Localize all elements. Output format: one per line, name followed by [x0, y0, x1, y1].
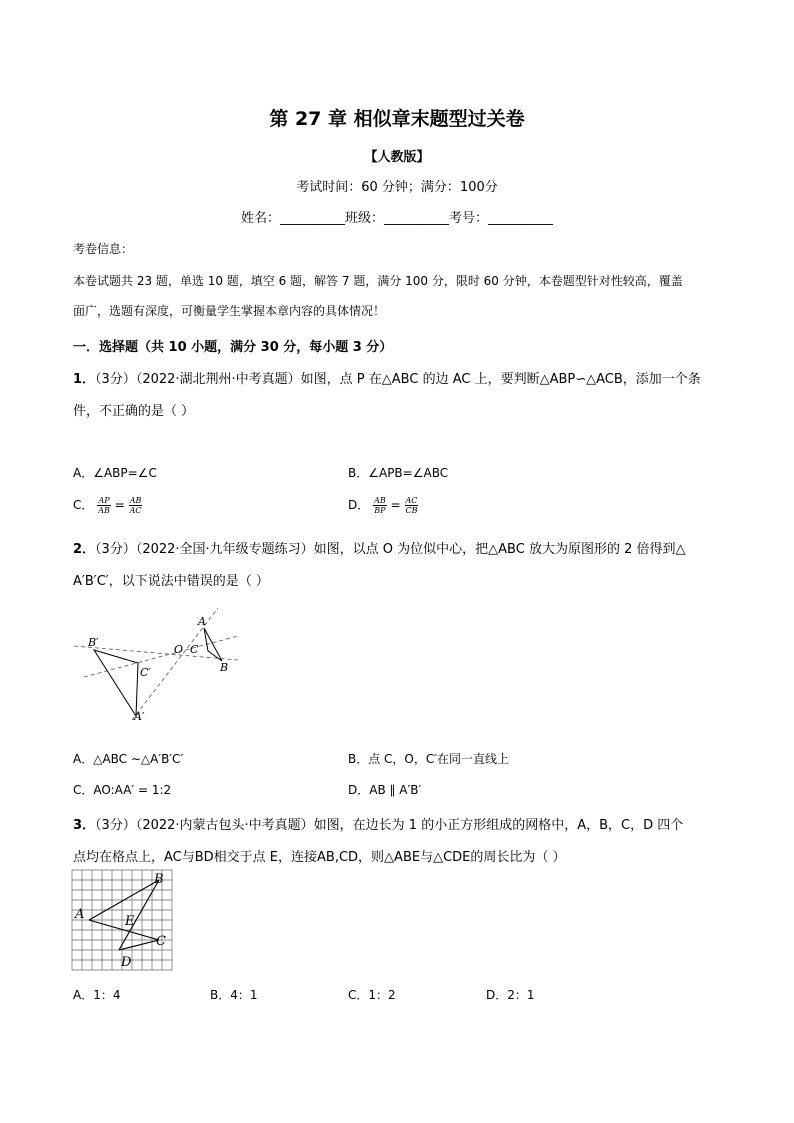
- label-e: E: [125, 914, 135, 929]
- q1-option-a[interactable]: A．∠ABP=∠C: [73, 466, 157, 480]
- label-b-prime: B′: [88, 636, 99, 649]
- q2-option-c[interactable]: C．AO:AA′ = 1:2: [73, 783, 172, 797]
- frac-numerator: AC: [405, 496, 418, 505]
- frac-numerator: AB: [129, 496, 142, 505]
- question-2-text-2: A′B′C′，以下说法中错误的是（ ）: [73, 574, 269, 589]
- label-b: B: [154, 872, 164, 887]
- question-2-number: 2．: [73, 542, 96, 557]
- question-3-source: （3分）（2022·内蒙古包头·中考真题）: [95, 818, 314, 833]
- q1-option-c[interactable]: [73, 496, 143, 515]
- q2-option-a[interactable]: A．△ABC ∼△A′B′C′: [73, 752, 184, 766]
- q2-figure: [70, 600, 250, 730]
- notice-heading: 考卷信息：: [73, 242, 134, 256]
- q1-option-c-fraction-2: [129, 496, 143, 515]
- question-2-text-1: 如图，以点 O 为位似中心，把△ABC 放大为原图形的 2 倍得到△: [313, 542, 686, 557]
- equals-sign: =: [114, 498, 125, 512]
- q3-option-c[interactable]: C．1：2: [348, 988, 396, 1002]
- question-2-source: （3分）（2022·全国·九年级专题练习）: [95, 542, 314, 557]
- q1-option-d[interactable]: [348, 496, 418, 515]
- q3-option-b[interactable]: B．4：1: [210, 988, 258, 1002]
- q1-option-d-fraction-2: [404, 496, 418, 515]
- label-c: C: [190, 643, 199, 656]
- frac-denominator: CB: [405, 506, 418, 515]
- frac-numerator: AP: [98, 496, 110, 505]
- label-b: B: [220, 661, 229, 674]
- page-title: 第 27 章 相似章末题型过关卷: [269, 108, 525, 130]
- notice-line-1: 本卷试题共 23 题，单选 10 题，填空 6 题，解答 7 题，满分 100 分，限时 60 分钟，本卷题型针对性较高，覆盖: [73, 274, 683, 288]
- question-1-source: （3分）（2022·湖北荆州·中考真题）: [95, 372, 301, 387]
- q2-option-d[interactable]: D．AB ∥ A′B′: [348, 783, 422, 797]
- triangle-abc: [204, 628, 222, 661]
- q3-grid-figure: [70, 868, 180, 973]
- label-a: A: [198, 615, 206, 628]
- segment-cd: [119, 940, 159, 950]
- section-heading: 一．选择题（共 10 小题，满分 30 分，每小题 3 分）: [73, 340, 393, 355]
- q1-option-c-fraction-1: [97, 496, 111, 515]
- frac-denominator: AB: [98, 506, 110, 515]
- q2-option-b[interactable]: B．点 C，O，C′在同一直线上: [348, 752, 509, 766]
- label-o: O: [174, 643, 184, 656]
- question-1-number: 1．: [73, 372, 96, 387]
- question-3-line-1: [73, 814, 683, 833]
- q1-option-d-label: D．: [348, 498, 370, 512]
- equals-sign: =: [390, 498, 401, 512]
- label-c: C: [156, 934, 166, 949]
- q3-option-a[interactable]: A．1：4: [73, 988, 121, 1002]
- q1-option-c-label: C．: [73, 498, 94, 512]
- q3-option-d[interactable]: D．2：1: [486, 988, 535, 1002]
- frac-denominator: BP: [374, 506, 386, 515]
- question-2-line-1: [73, 538, 686, 557]
- question-3-text-2: 点均在格点上，AC与BD相交于点 E，连接AB,CD，则△ABE与△CDE的周长比为（ ）: [73, 850, 566, 865]
- q1-option-d-fraction-1: [373, 496, 387, 515]
- student-fields: 姓名：__________班级：__________考号：__________: [240, 211, 553, 226]
- label-a-prime: A′: [134, 710, 145, 723]
- question-3-number: 3．: [73, 818, 96, 833]
- edition-label: 【人教版】: [364, 150, 430, 165]
- q1-option-b[interactable]: B．∠APB=∠ABC: [348, 466, 449, 480]
- frac-denominator: AC: [129, 506, 142, 515]
- question-3-text-1: 如图，在边长为 1 的小正方形组成的网格中，A，B，C，D 四个: [313, 818, 684, 833]
- label-d: D: [121, 955, 132, 970]
- triangle-a2b2c2: [94, 650, 138, 716]
- question-1-text-1: 如图，点 P 在△ABC 的边 AC 上，要判断△ABP∽△ACB，添加一个条: [300, 372, 701, 387]
- label-a: A: [75, 907, 85, 922]
- frac-numerator: AB: [374, 496, 386, 505]
- exam-info: 考试时间：60 分钟；满分：100分: [296, 180, 498, 195]
- label-c-prime: C′: [140, 666, 151, 679]
- question-1-text-2: 件，不正确的是（ ）: [73, 404, 195, 419]
- notice-line-2: 面广，选题有深度，可衡量学生掌握本章内容的具体情况！: [73, 304, 386, 318]
- question-1-line-1: [73, 368, 701, 387]
